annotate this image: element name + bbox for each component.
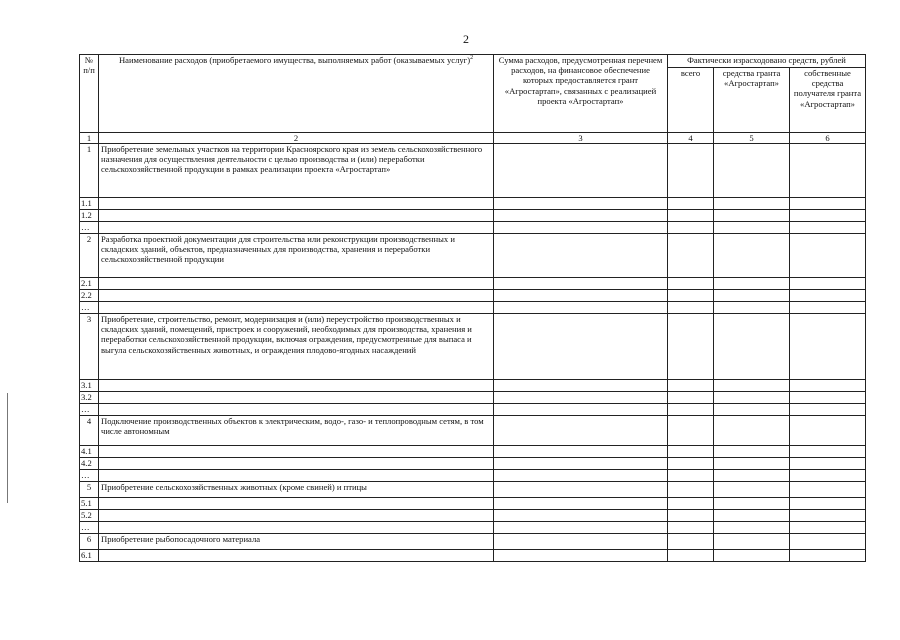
table-subrow xyxy=(80,550,866,562)
amount-cell xyxy=(668,210,714,222)
amount-cell xyxy=(668,510,714,522)
amount-cell xyxy=(494,550,668,562)
amount-cell xyxy=(668,404,714,416)
amount-cell xyxy=(714,416,790,446)
row-number: 5 xyxy=(80,482,99,498)
subrow-number: 1.1 xyxy=(80,198,99,210)
amount-cell xyxy=(714,498,790,510)
amount-cell xyxy=(714,210,790,222)
amount-cell xyxy=(494,302,668,314)
amount-cell xyxy=(714,198,790,210)
amount-cell xyxy=(668,144,714,198)
table-subrow xyxy=(80,210,866,222)
table-subrow xyxy=(80,522,866,534)
amount-cell xyxy=(494,458,668,470)
amount-cell xyxy=(494,482,668,498)
header-planned-sum: Сумма расходов, предусмотренная перечнем расходов, на финансовое обеспечение которых предоставляется грант «Агростартап», связанных с реализацией проекта «Агростартап» xyxy=(494,55,668,133)
column-number: 3 xyxy=(494,133,668,144)
amount-cell xyxy=(99,404,494,416)
table-row xyxy=(80,234,866,278)
column-number-row xyxy=(80,133,866,144)
expense-description: Приобретение рыбопосадочного материала xyxy=(99,534,494,550)
column-number: 5 xyxy=(714,133,790,144)
amount-cell xyxy=(494,278,668,290)
amount-cell xyxy=(668,416,714,446)
amount-cell xyxy=(790,278,866,290)
amount-cell xyxy=(668,314,714,380)
amount-cell xyxy=(790,392,866,404)
table-subrow xyxy=(80,510,866,522)
amount-cell xyxy=(99,278,494,290)
column-number: 4 xyxy=(668,133,714,144)
amount-cell xyxy=(714,144,790,198)
amount-cell xyxy=(714,278,790,290)
row-number: 3 xyxy=(80,314,99,380)
amount-cell xyxy=(790,470,866,482)
amount-cell xyxy=(494,234,668,278)
header-total: всего xyxy=(668,68,714,133)
expense-description: Приобретение земельных участков на территории Красноярского края из земель сельскохозяйственного назначения для осуществления деятельности с целью производства и (или) переработки сельскохозяйственной продукции в рамках реализации проекта «Агростартап» xyxy=(99,144,494,198)
amount-cell xyxy=(494,380,668,392)
subrow-number: 2.1 xyxy=(80,278,99,290)
table-body xyxy=(80,144,866,562)
subrow-number: 4.1 xyxy=(80,446,99,458)
amount-cell xyxy=(99,290,494,302)
table-subrow xyxy=(80,446,866,458)
amount-cell xyxy=(494,470,668,482)
amount-cell xyxy=(99,510,494,522)
table-subrow xyxy=(80,392,866,404)
subrow-number: 2.2 xyxy=(80,290,99,302)
row-number: 1 xyxy=(80,144,99,198)
amount-cell xyxy=(790,550,866,562)
amount-cell xyxy=(668,470,714,482)
amount-cell xyxy=(668,392,714,404)
amount-cell xyxy=(668,234,714,278)
table-row xyxy=(80,416,866,446)
amount-cell xyxy=(99,522,494,534)
amount-cell xyxy=(790,380,866,392)
amount-cell xyxy=(790,482,866,498)
table-row xyxy=(80,314,866,380)
table-subrow xyxy=(80,290,866,302)
amount-cell xyxy=(494,222,668,234)
expense-description: Приобретение, строительство, ремонт, модернизация и (или) переустройство производственных и складских зданий, помещений, пристроек и сооружений, необходимых для производства, хранения и переработки сельскохозяйственной продукции, включая ограждения, предусмотренные для выпаса и выгула сельскохозяйственных животных, и ограждения плодово-ягодных насаждений xyxy=(99,314,494,380)
amount-cell xyxy=(99,446,494,458)
amount-cell xyxy=(714,522,790,534)
table-row xyxy=(80,482,866,498)
amount-cell xyxy=(494,392,668,404)
amount-cell xyxy=(668,222,714,234)
amount-cell xyxy=(714,510,790,522)
header-actual-spent: Фактически израсходовано средств, рублей xyxy=(668,55,866,68)
header-expense-name: Наименование расходов (приобретаемого имущества, выполняемых работ (оказываемых услуг)$^2$ xyxy=(99,55,494,133)
expense-description: Приобретение сельскохозяйственных животных (кроме свиней) и птицы xyxy=(99,482,494,498)
table-row xyxy=(80,534,866,550)
amount-cell xyxy=(494,290,668,302)
amount-cell xyxy=(714,470,790,482)
amount-cell xyxy=(668,198,714,210)
amount-cell xyxy=(714,380,790,392)
amount-cell xyxy=(99,380,494,392)
amount-cell xyxy=(714,222,790,234)
amount-cell xyxy=(714,550,790,562)
amount-cell xyxy=(790,404,866,416)
amount-cell xyxy=(668,550,714,562)
row-number: 2 xyxy=(80,234,99,278)
amount-cell xyxy=(714,234,790,278)
amount-cell xyxy=(494,416,668,446)
amount-cell xyxy=(790,222,866,234)
row-number: 6 xyxy=(80,534,99,550)
amount-cell xyxy=(668,278,714,290)
amount-cell xyxy=(714,482,790,498)
amount-cell xyxy=(494,522,668,534)
table-subrow xyxy=(80,404,866,416)
amount-cell xyxy=(790,198,866,210)
amount-cell xyxy=(494,314,668,380)
amount-cell xyxy=(790,144,866,198)
amount-cell xyxy=(99,392,494,404)
subrow-number: … xyxy=(80,222,99,234)
table-subrow xyxy=(80,470,866,482)
amount-cell xyxy=(790,290,866,302)
amount-cell xyxy=(790,210,866,222)
amount-cell xyxy=(790,416,866,446)
amount-cell xyxy=(668,482,714,498)
table-subrow xyxy=(80,198,866,210)
table-subrow xyxy=(80,380,866,392)
subrow-number: 5.1 xyxy=(80,498,99,510)
amount-cell xyxy=(99,302,494,314)
column-number: 6 xyxy=(790,133,866,144)
amount-cell xyxy=(494,144,668,198)
amount-cell xyxy=(668,380,714,392)
amount-cell xyxy=(99,498,494,510)
amount-cell xyxy=(99,198,494,210)
amount-cell xyxy=(494,498,668,510)
amount-cell xyxy=(714,458,790,470)
amount-cell xyxy=(714,534,790,550)
amount-cell xyxy=(714,314,790,380)
amount-cell xyxy=(790,510,866,522)
page-number: 2 xyxy=(463,32,469,46)
amount-cell xyxy=(668,534,714,550)
amount-cell xyxy=(99,470,494,482)
amount-cell xyxy=(668,446,714,458)
amount-cell xyxy=(714,404,790,416)
header-grant-funds: средства гранта «Агростартап» xyxy=(714,68,790,133)
margin-line xyxy=(7,393,8,503)
amount-cell xyxy=(790,458,866,470)
subrow-number: … xyxy=(80,522,99,534)
amount-cell xyxy=(714,302,790,314)
subrow-number: 6.1 xyxy=(80,550,99,562)
table-subrow xyxy=(80,458,866,470)
subrow-number: 3.1 xyxy=(80,380,99,392)
amount-cell xyxy=(99,210,494,222)
amount-cell xyxy=(790,498,866,510)
header-number: № п/п xyxy=(80,55,99,133)
amount-cell xyxy=(668,522,714,534)
table-subrow xyxy=(80,302,866,314)
amount-cell xyxy=(790,234,866,278)
amount-cell xyxy=(494,446,668,458)
amount-cell xyxy=(714,392,790,404)
subrow-number: … xyxy=(80,404,99,416)
amount-cell xyxy=(494,534,668,550)
expense-description: Подключение производственных объектов к электрическим, водо-, газо- и теплопроводным сетям, в том числе автономным xyxy=(99,416,494,446)
expenses-table xyxy=(79,54,866,562)
amount-cell xyxy=(494,510,668,522)
amount-cell xyxy=(494,404,668,416)
amount-cell xyxy=(99,222,494,234)
column-number: 2 xyxy=(99,133,494,144)
amount-cell xyxy=(668,290,714,302)
amount-cell xyxy=(790,446,866,458)
amount-cell xyxy=(99,550,494,562)
amount-cell xyxy=(790,522,866,534)
amount-cell xyxy=(668,498,714,510)
amount-cell xyxy=(714,446,790,458)
amount-cell xyxy=(668,458,714,470)
column-number: 1 xyxy=(80,133,99,144)
table-subrow xyxy=(80,222,866,234)
amount-cell xyxy=(790,302,866,314)
amount-cell xyxy=(494,198,668,210)
expense-description: Разработка проектной документации для строительства или реконструкции производственных и складских зданий, объектов, предназначенных для производства, хранения и переработки сельскохозяйственной продукции xyxy=(99,234,494,278)
amount-cell xyxy=(790,314,866,380)
amount-cell xyxy=(99,458,494,470)
subrow-number: 1.2 xyxy=(80,210,99,222)
row-number: 4 xyxy=(80,416,99,446)
subrow-number: … xyxy=(80,302,99,314)
table-subrow xyxy=(80,498,866,510)
header-own-funds: собственные средства получателя гранта «Агростартап» xyxy=(790,68,866,133)
amount-cell xyxy=(714,290,790,302)
subrow-number: 5.2 xyxy=(80,510,99,522)
table-subrow xyxy=(80,278,866,290)
amount-cell xyxy=(668,302,714,314)
table-row xyxy=(80,144,866,198)
amount-cell xyxy=(494,210,668,222)
subrow-number: 3.2 xyxy=(80,392,99,404)
amount-cell xyxy=(790,534,866,550)
subrow-number: … xyxy=(80,470,99,482)
subrow-number: 4.2 xyxy=(80,458,99,470)
